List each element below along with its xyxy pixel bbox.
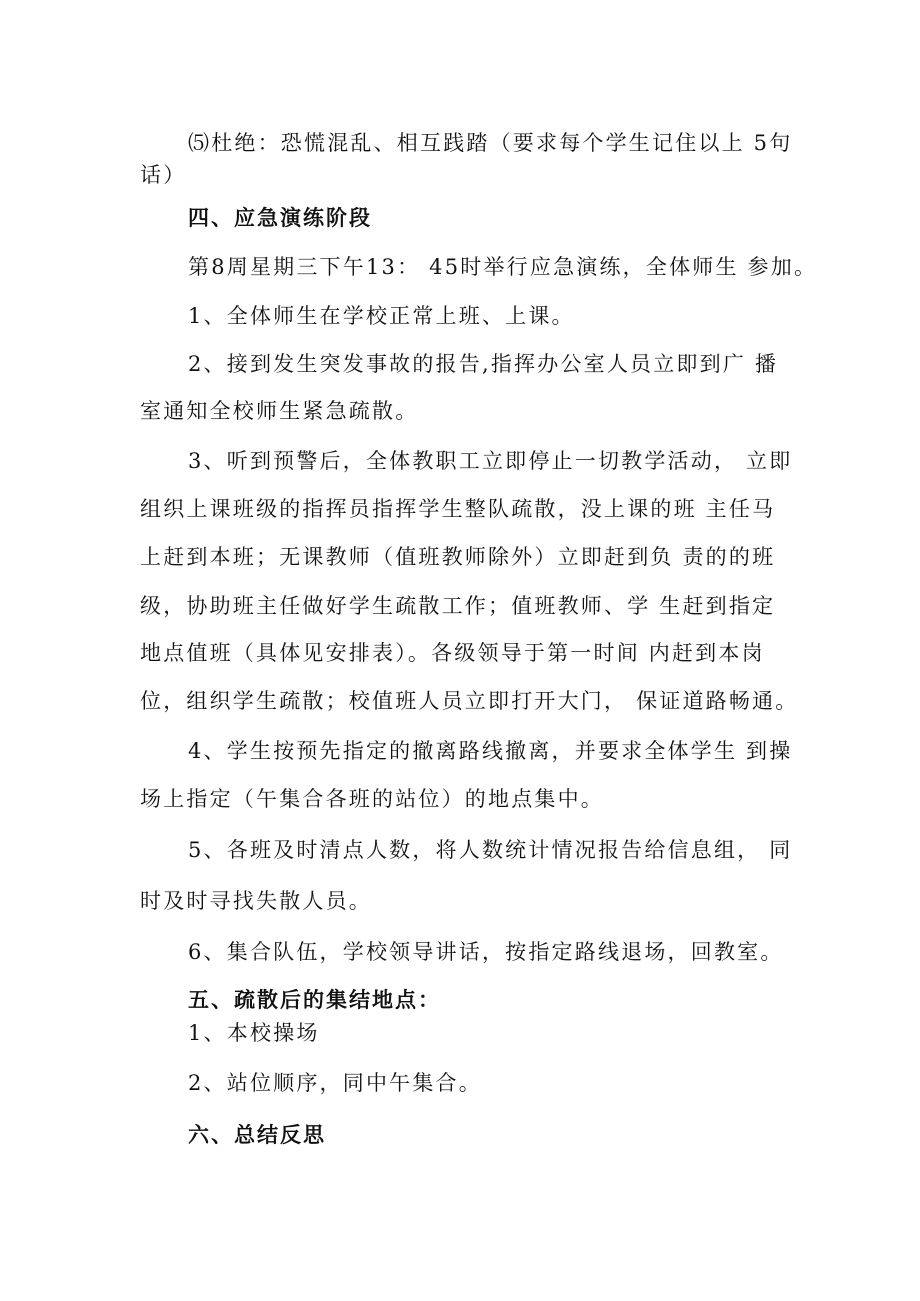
section-4-item-4-line-1: 4、学生按预先指定的撤离路线撤离，并要求全体学生 到操 bbox=[188, 739, 793, 763]
section-5-item-1: 1、本校操场 bbox=[188, 1021, 320, 1045]
section-4-item-5-line-2: 时及时寻找失散人员。 bbox=[140, 889, 372, 913]
section-4-item-3-line-2: 组织上课班级的指挥员指挥学生整队疏散，没上课的班 主任马 bbox=[140, 497, 776, 521]
paragraph-5-line-2: 话） bbox=[140, 163, 187, 187]
section-4-item-1: 1、全体师生在学校正常上班、上课。 bbox=[188, 304, 575, 328]
section-5-item-2: 2、站位顺序，同中午集合。 bbox=[188, 1071, 482, 1095]
section-4-item-4-line-2: 场上指定（午集合各班的站位）的地点集中。 bbox=[140, 787, 604, 811]
section-4-item-3-line-6: 位，组织学生疏散；校值班人员立即打开大门， 保证道路畅通。 bbox=[140, 689, 799, 713]
section-4-intro: 第8周星期三下午13： 45时举行应急演练，全体师生 参加。 bbox=[188, 255, 818, 279]
section-4-item-3-line-1: 3、听到预警后，全体教职工立即停止一切教学活动， 立即 bbox=[188, 449, 793, 473]
section-4-item-6: 6、集合队伍，学校领导讲话，按指定路线退场，回教室。 bbox=[188, 940, 784, 964]
paragraph-5-line-1: ⑸杜绝：恐慌混乱、相互践踏（要求每个学生记住以上 5句 bbox=[188, 131, 793, 155]
section-4-item-3-line-5: 地点值班（具体见安排表）。各级领导于第一时间 内赶到本岗 bbox=[140, 641, 765, 665]
section-4-item-3-line-4: 级，协助班主任做好学生疏散工作；值班教师、学 生赶到指定 bbox=[140, 594, 776, 618]
section-4-item-3-line-3: 上赶到本班；无课教师（值班教师除外）立即赶到负 责的的班 bbox=[140, 545, 776, 569]
section-6-heading: 六、总结反思 bbox=[188, 1123, 326, 1147]
section-4-item-2-line-2: 室通知全校师生紧急疏散。 bbox=[140, 399, 419, 423]
section-5-heading: 五、疏散后的集结地点： bbox=[188, 988, 441, 1012]
section-4-item-5-line-1: 5、各班及时清点人数，将人数统计情况报告给信息组， 同 bbox=[188, 838, 793, 862]
section-4-heading: 四、应急演练阶段 bbox=[188, 206, 372, 230]
section-4-item-2-line-1: 2、接到发生突发事故的报告,指挥办公室人员立即到广 播 bbox=[188, 352, 779, 376]
